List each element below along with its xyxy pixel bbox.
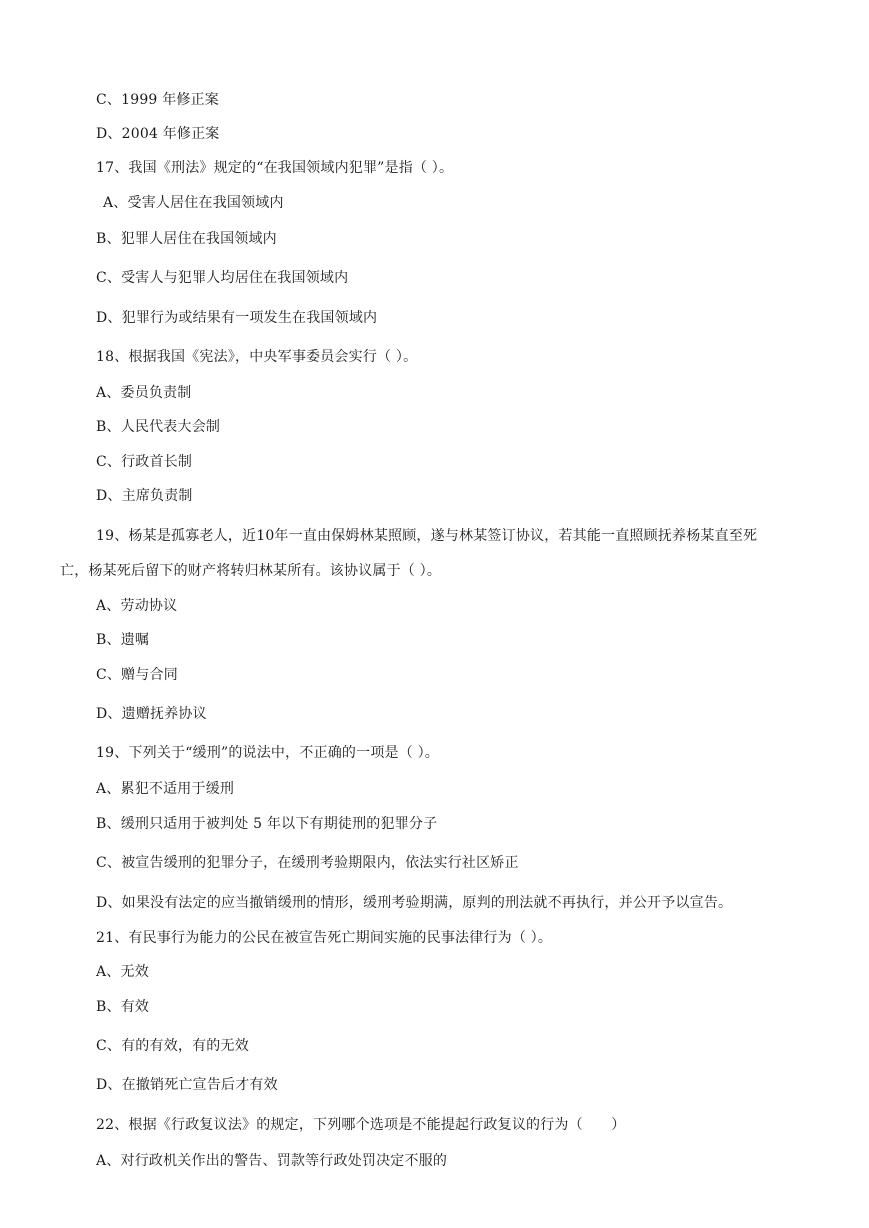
question-19a-line1: 19、杨某是孤寡老人，近10年一直由保姆林某照顾，遂与林某签订协议，若其能一直照顾抚养杨某直至死 bbox=[96, 528, 758, 544]
question-17: 17、我国《刑法》规定的“在我国领域内犯罪”是指（ ）。 bbox=[96, 160, 454, 176]
q17-option-b: B、犯罪人居住在我国领域内 bbox=[96, 231, 277, 247]
q21-option-c: C、有的有效，有的无效 bbox=[96, 1038, 249, 1054]
question-18: 18、根据我国《宪法》，中央军事委员会实行（ ）。 bbox=[96, 349, 418, 365]
question-22: 22、根据《行政复议法》的规定，下列哪个选项是不能提起行政复议的行为（ ） bbox=[96, 1117, 626, 1133]
q19a-option-b: B、遗嘱 bbox=[96, 632, 150, 648]
q19a-option-a: A、劳动协议 bbox=[96, 598, 178, 614]
question-19a-line2: 亡，杨某死后留下的财产将转归林某所有。该协议属于（ ）。 bbox=[60, 563, 442, 579]
question-19b: 19、下列关于“缓刑”的说法中，不正确的一项是（ ）。 bbox=[96, 745, 439, 761]
q18-option-d: D、主席负责制 bbox=[96, 488, 193, 504]
q21-option-b: B、有效 bbox=[96, 999, 150, 1015]
q21-option-a: A、无效 bbox=[96, 964, 149, 980]
q19b-option-c: C、被宣告缓刑的犯罪分子，在缓刑考验期限内，依法实行社区矫正 bbox=[96, 855, 519, 871]
q17-option-a: A、受害人居住在我国领域内 bbox=[103, 195, 284, 211]
q19b-option-a: A、累犯不适用于缓刑 bbox=[96, 781, 235, 797]
q19b-option-d: D、如果没有法定的应当撤销缓刑的情形，缓刑考验期满，原判的刑法就不再执行，并公开予以宣告。 bbox=[96, 895, 733, 911]
option-d-2004: D、2004 年修正案 bbox=[96, 126, 220, 142]
q17-option-c: C、受害人与犯罪人均居住在我国领域内 bbox=[96, 270, 349, 286]
q19a-option-c: C、赠与合同 bbox=[96, 667, 178, 683]
q18-option-c: C、行政首长制 bbox=[96, 454, 193, 470]
q22-option-a: A、对行政机关作出的警告、罚款等行政处罚决定不服的 bbox=[96, 1153, 448, 1169]
option-c-1999: C、1999 年修正案 bbox=[96, 92, 219, 108]
q18-option-a: A、委员负责制 bbox=[96, 385, 192, 401]
q19b-option-b: B、缓刑只适用于被判处 5 年以下有期徒刑的犯罪分子 bbox=[96, 816, 438, 832]
question-21: 21、有民事行为能力的公民在被宣告死亡期间实施的民事法律行为（ ）。 bbox=[96, 930, 553, 946]
q18-option-b: B、人民代表大会制 bbox=[96, 419, 221, 435]
q19a-option-d: D、遗赠抚养协议 bbox=[96, 706, 207, 722]
q17-option-d: D、犯罪行为或结果有一项发生在我国领域内 bbox=[96, 310, 378, 326]
q21-option-d: D、在撤销死亡宣告后才有效 bbox=[96, 1077, 278, 1093]
